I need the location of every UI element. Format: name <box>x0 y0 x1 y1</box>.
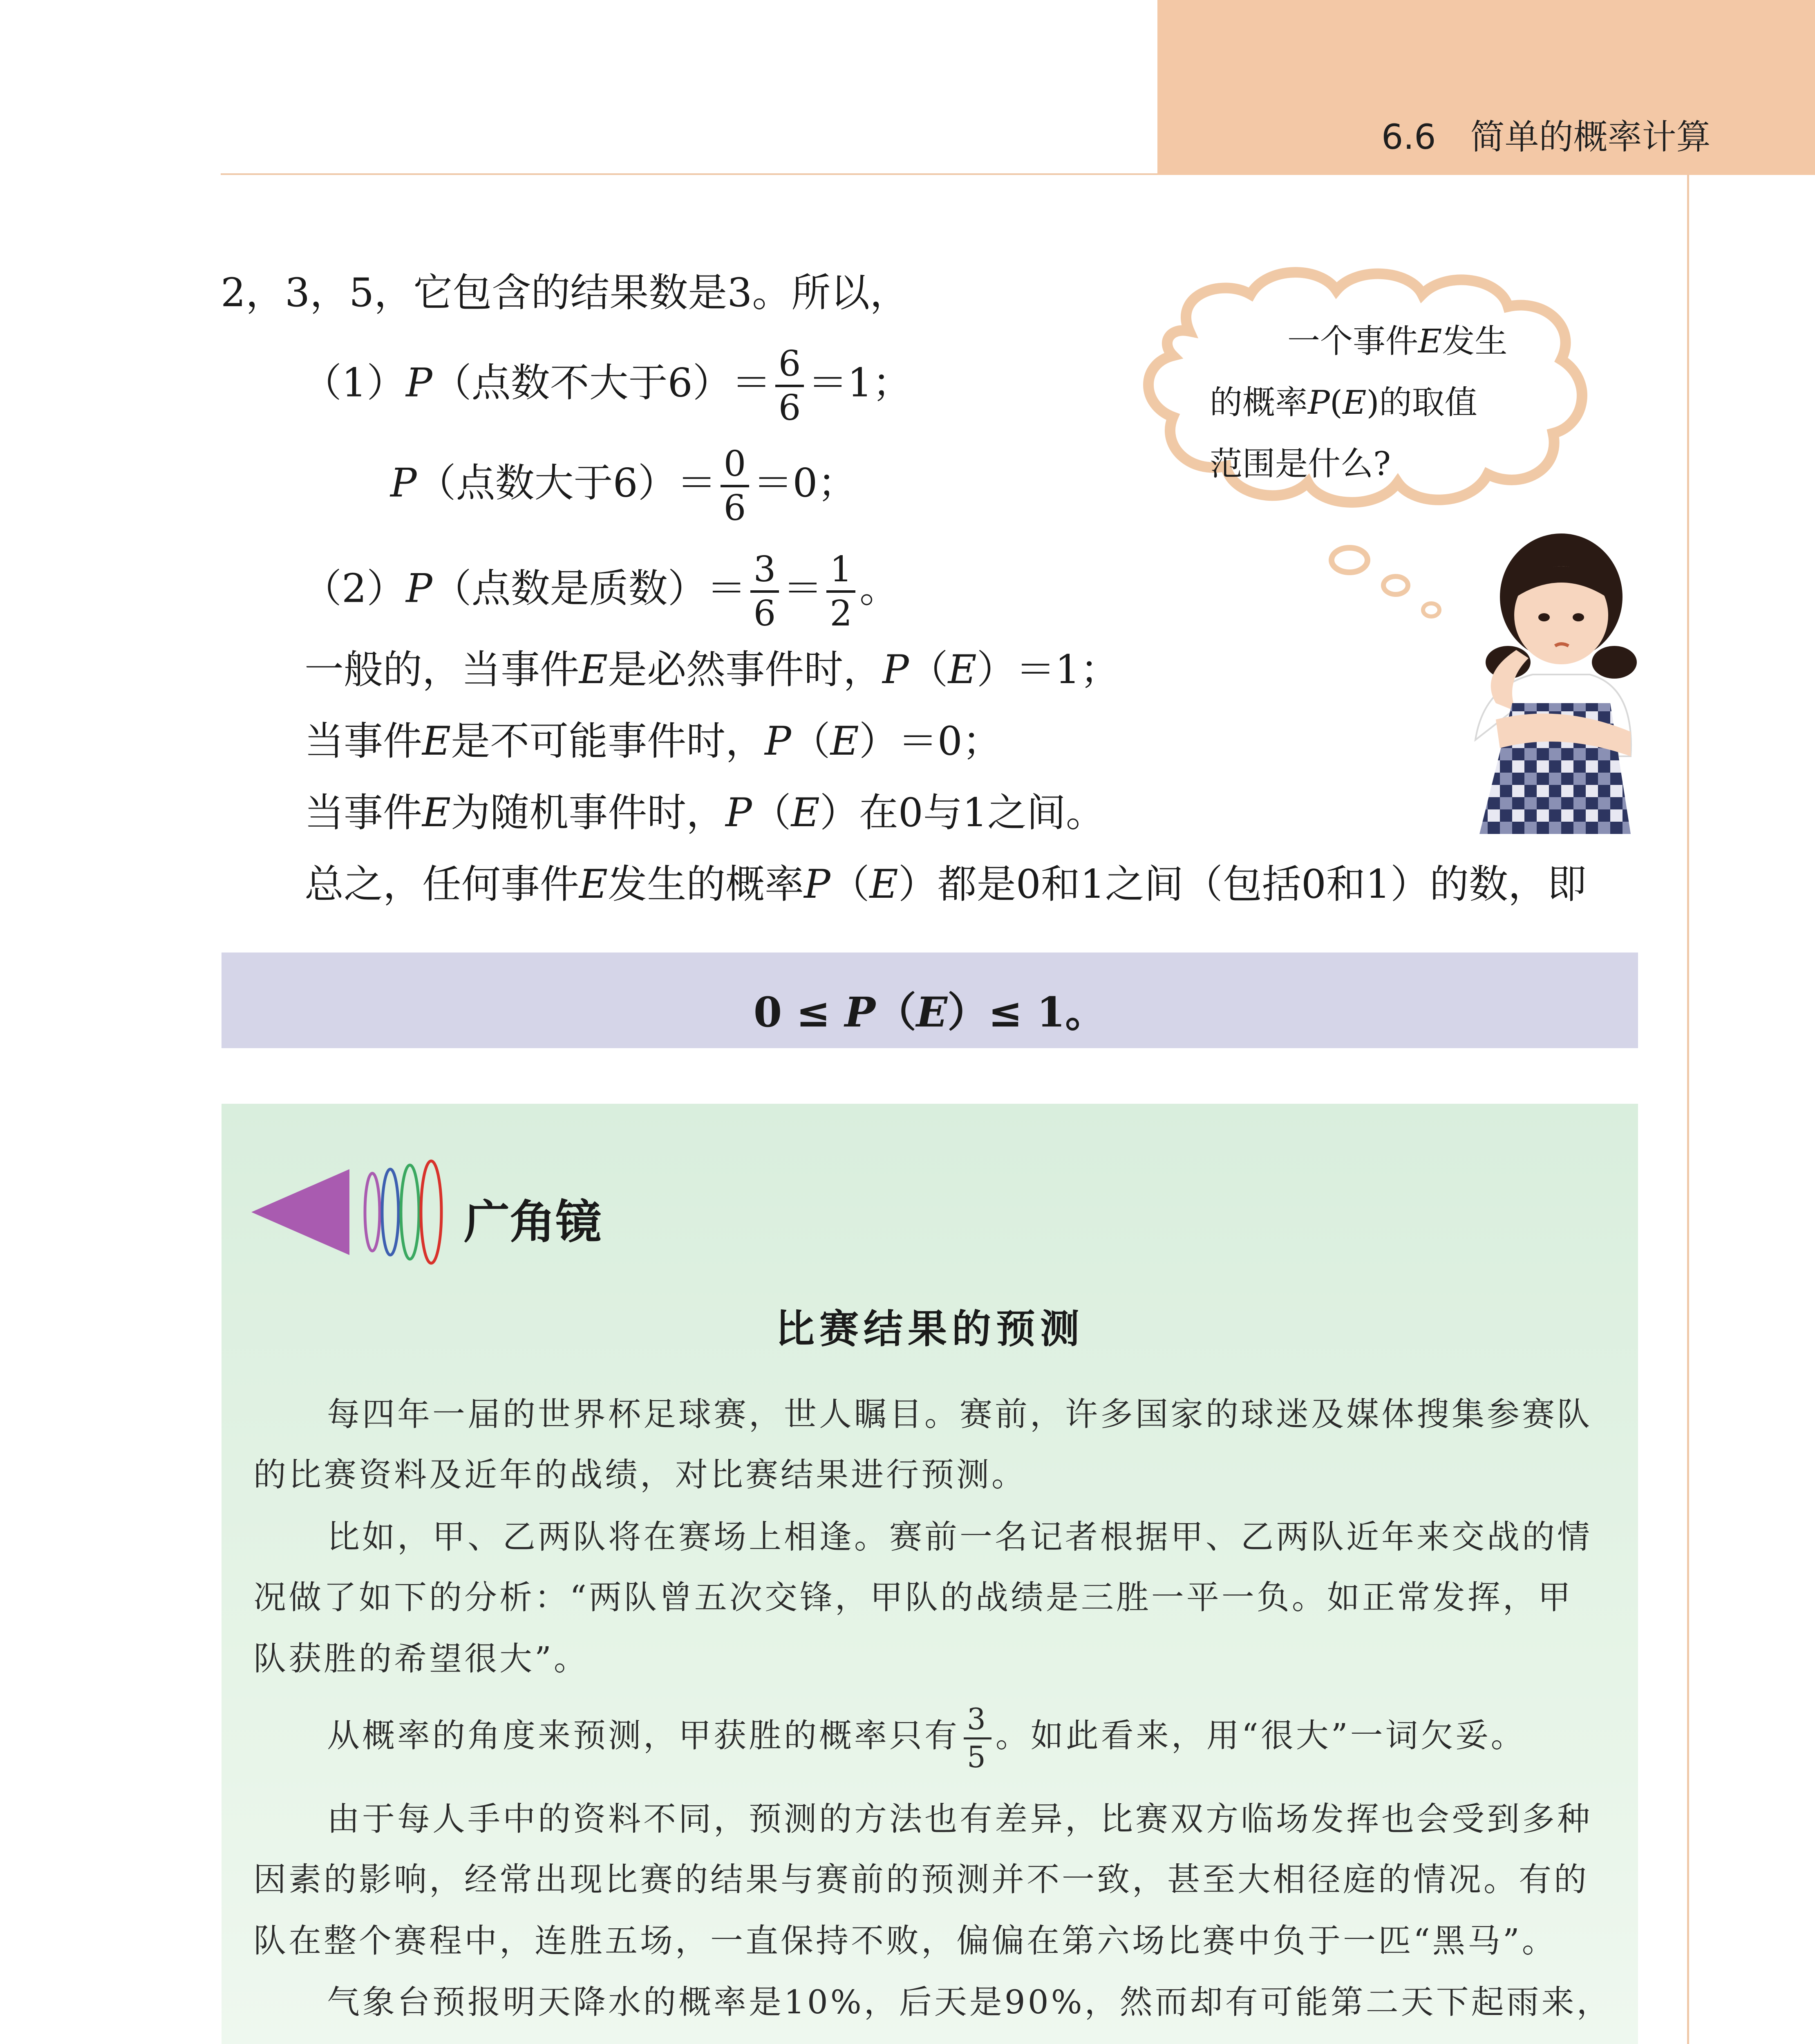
paragraph-line: 从概率的角度来预测，甲获胜的概率只有 $\frac{3}{5}$ 。如此看来，用“很大”一词欠妥。 <box>327 1702 1526 1774</box>
paragraph-line: 的比赛资料及近年的战绩，对比赛结果进行预测。 <box>253 1456 1027 1494</box>
cloud-line-2: 的概率P(E)的取值 <box>1210 383 1477 421</box>
fraction: $\frac{3}{5}$ <box>964 1704 991 1773</box>
equation-1: （1）P（点数不大于6）＝ $\frac{6}{6}$ ＝1； <box>302 343 912 429</box>
paragraph-line: 况做了如下的分析：“两队曾五次交锋，甲队的战绩是三胜一平一负。如正常发挥，甲 <box>253 1578 1573 1616</box>
paragraph-line: 队在整个赛程中，连胜五场，一直保持不败，偏偏在第六场比赛中负于一匹“黑马”。 <box>253 1922 1557 1960</box>
summary-line: 总之，任何事件E发生的概率P（E）都是0和1之间（包括0和1）的数，即 <box>304 861 1587 907</box>
intro-line: 2，3，5，它包含的结果数是3。所以， <box>221 270 909 316</box>
girl-illustration <box>1439 527 1643 834</box>
thought-bubbles <box>1324 540 1447 630</box>
general-certain: 一般的，当事件E是必然事件时，P（E）＝1； <box>304 647 1119 693</box>
formula-box <box>222 953 1638 1048</box>
paragraph-line: 气象台预报明天降水的概率是10%，后天是90%，然而却有可能第二天下起雨来， <box>327 1983 1612 2021</box>
equation-3: （2）P（点数是质数）＝ $\frac{3}{6}$ ＝ $\frac{1}{2}$ 。 <box>302 549 899 634</box>
wide-angle-icon <box>251 1157 448 1267</box>
margin-rule <box>1687 175 1689 2044</box>
header-rule <box>221 173 1157 175</box>
fraction: $\frac{1}{2}$ <box>826 551 855 632</box>
cloud-line-1: 一个事件E发生 <box>1287 322 1508 360</box>
equation-2: P（点数大于6）＝ $\frac{0}{6}$ ＝0； <box>390 444 857 529</box>
paragraph-line: 每四年一届的世界杯足球赛，世人瞩目。赛前，许多国家的球迷及媒体搜集参赛队 <box>327 1395 1592 1433</box>
cloud-line-3: 范围是什么? <box>1210 445 1391 483</box>
fraction: $\frac{6}{6}$ <box>775 345 804 427</box>
general-random: 当事件E为随机事件时，P（E）在0与1之间。 <box>304 790 1105 836</box>
article-title: 比赛结果的预测 <box>775 1306 1084 1352</box>
section-title: 6.6 简单的概率计算 <box>1381 117 1711 157</box>
wide-angle-heading: 广角镜 <box>464 1196 601 1249</box>
fraction: $\frac{3}{6}$ <box>750 551 779 632</box>
paragraph-line: 由于每人手中的资料不同，预测的方法也有差异，比赛双方临场发挥也会受到多种 <box>327 1800 1592 1838</box>
paragraph-line: 队获胜的希望很大”。 <box>253 1640 589 1678</box>
probability-range-formula: 0 ≤ P（E）≤ 1。 <box>753 988 1106 1036</box>
paragraph-line: 比如，甲、乙两队将在赛场上相逢。赛前一名记者根据甲、乙两队近年来交战的情 <box>327 1518 1592 1556</box>
general-impossible: 当事件E是不可能事件时，P（E）＝0； <box>304 718 1002 764</box>
fraction: $\frac{0}{6}$ <box>721 446 750 527</box>
paragraph-line: 因素的影响，经常出现比赛的结果与赛前的预测并不一致，甚至大相径庭的情况。有的 <box>253 1860 1589 1898</box>
